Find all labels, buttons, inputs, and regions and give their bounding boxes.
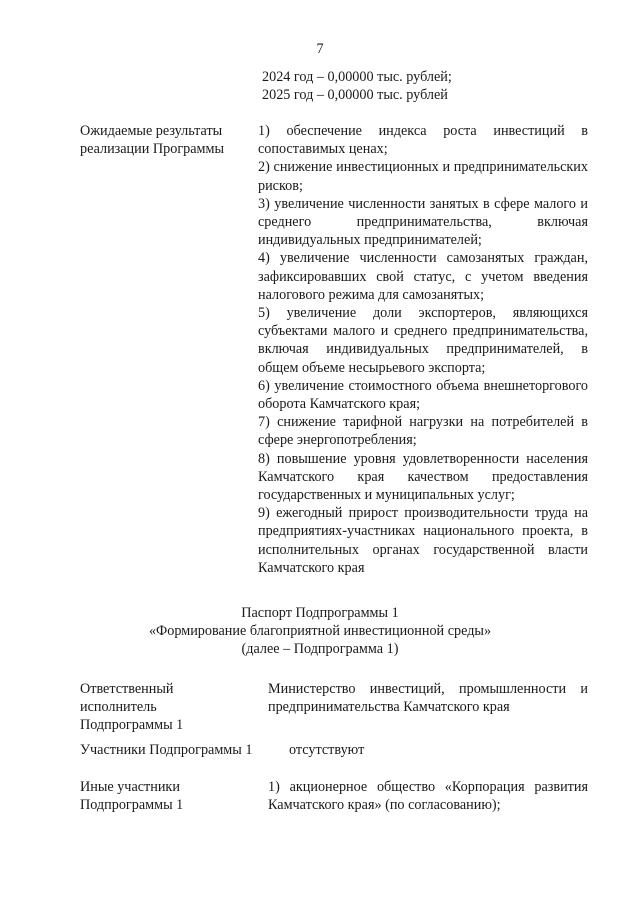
list-item: 5) увеличение доли экспортеров, являющихся субъектами малого и среднего предпринимательства, включая индивидуальных предпринимателей, в общем объеме несырьевого экспорта; — [258, 305, 588, 376]
participants-label: Участники Подпрограммы 1 — [80, 742, 253, 758]
expected-results-label — [80, 122, 224, 158]
responsible-label-line: Ответственный — [80, 681, 174, 697]
list-item: 6) увеличение стоимостного объема внешнеторгового оборота Камчатского края; — [258, 377, 588, 413]
passport-subtitle: «Формирование благоприятной инвестиционной среды» — [148, 623, 492, 640]
participants-value: отсутствуют — [289, 742, 365, 758]
other-participants-value: 1) акционерное общество «Корпорация развития Камчатского края» (по согласованию); — [268, 779, 588, 814]
passport-title: Паспорт Подпрограммы 1 — [241, 605, 399, 621]
responsible-label — [80, 680, 183, 735]
responsible-label-line: исполнитель — [80, 699, 157, 716]
other-participants-label — [80, 778, 183, 814]
funding-line-2025: 2025 год – 0,00000 тыс. рублей — [262, 87, 448, 104]
expected-results-list — [258, 122, 588, 577]
list-item: 7) снижение тарифной нагрузки на потребителей в сфере энергопотребления; — [258, 414, 588, 449]
list-item: 8) повышение уровня удовлетворенности населения Камчатского края качеством предоставления государственных и муниципальных услуг; — [258, 450, 588, 504]
list-item: 1) обеспечение индекса роста инвестиций в сопоставимых ценах; — [258, 123, 588, 158]
funding-lines — [262, 68, 592, 104]
responsible-label-line: Подпрограммы 1 — [80, 717, 184, 734]
list-item: 2) снижение инвестиционных и предпринимательских рисков; — [258, 159, 588, 194]
page-number: 7 — [316, 41, 324, 57]
funding-line-2024: 2024 год – 0,00000 тыс. рублей; — [262, 69, 452, 85]
expected-results-label-line: реализации Программы — [80, 141, 225, 158]
other-participants-label-line: Подпрограммы 1 — [80, 797, 184, 814]
expected-results-label-line: Ожидаемые результаты — [80, 123, 223, 139]
passport-note: (далее – Подпрограмма 1) — [241, 641, 399, 658]
list-item: 3) увеличение численности занятых в сфере малого и среднего предпринимательства, включая индивидуальных предпринимателей; — [258, 195, 588, 249]
list-item: 9) ежегодный прирост производительности труда на предприятиях-участниках национального проекта, в исполнительных органах государственной власти Камчатского края — [258, 505, 588, 576]
other-participants-label-line: Иные участники — [80, 779, 180, 795]
list-item: 4) увеличение численности самозанятых граждан, зафиксировавших свой статус, с учетом введения налогового режима для самозанятых; — [258, 250, 588, 303]
responsible-value: Министерство инвестиций, промышленности и предпринимательства Камчатского края — [268, 681, 588, 716]
subprogram-passport-heading — [0, 604, 640, 659]
